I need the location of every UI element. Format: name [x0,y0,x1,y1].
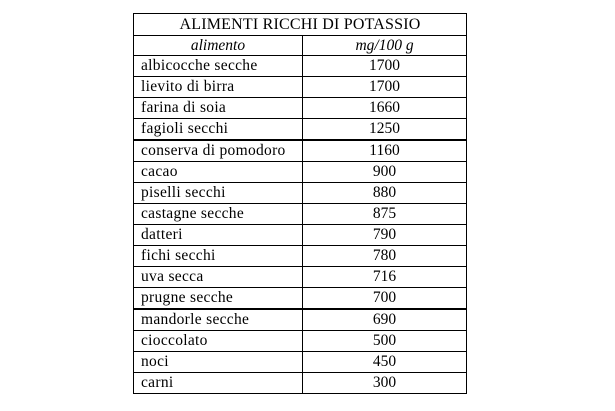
potassium-value: 1250 [303,119,467,141]
potassium-value: 716 [303,267,467,288]
table-row [134,309,467,331]
table-header-row [134,36,467,56]
potassium-value: 780 [303,246,467,267]
table-row [134,373,467,394]
table-row [134,77,467,98]
table-row [134,56,467,77]
table-row [134,352,467,373]
table-row [134,98,467,119]
food-name: cioccolato [134,331,303,352]
potassium-value: 700 [303,288,467,310]
food-name: fichi secchi [134,246,303,267]
table-title-row [134,14,467,36]
table-row [134,140,467,162]
food-name: carni [134,373,303,394]
food-name: albicocche secche [134,56,303,77]
food-name: uva secca [134,267,303,288]
table-row [134,331,467,352]
food-name: fagioli secchi [134,119,303,141]
food-name: lievito di birra [134,77,303,98]
potassium-value: 1700 [303,56,467,77]
table-title: ALIMENTI RICCHI DI POTASSIO [134,14,467,36]
food-name: castagne secche [134,204,303,225]
food-name: noci [134,352,303,373]
potassium-value: 880 [303,183,467,204]
food-name: prugne secche [134,288,303,310]
potassium-value: 690 [303,309,467,331]
potassium-value: 450 [303,352,467,373]
potassium-value: 875 [303,204,467,225]
food-name: piselli secchi [134,183,303,204]
column-header-food: alimento [134,36,303,56]
potassium-value: 1700 [303,77,467,98]
food-name: mandorle secche [134,309,303,331]
potassium-value: 1660 [303,98,467,119]
table-row [134,267,467,288]
table-row [134,119,467,141]
table-row [134,246,467,267]
potassium-table [133,13,467,394]
food-name: datteri [134,225,303,246]
table-row [134,183,467,204]
potassium-value: 1160 [303,140,467,162]
potassium-value: 500 [303,331,467,352]
potassium-value: 790 [303,225,467,246]
table-row [134,288,467,310]
food-name: farina di soia [134,98,303,119]
column-header-unit: mg/100 g [303,36,467,56]
table-row [134,225,467,246]
table-row [134,162,467,183]
food-name: conserva di pomodoro [134,140,303,162]
table-row [134,204,467,225]
potassium-value: 300 [303,373,467,394]
potassium-value: 900 [303,162,467,183]
food-name: cacao [134,162,303,183]
